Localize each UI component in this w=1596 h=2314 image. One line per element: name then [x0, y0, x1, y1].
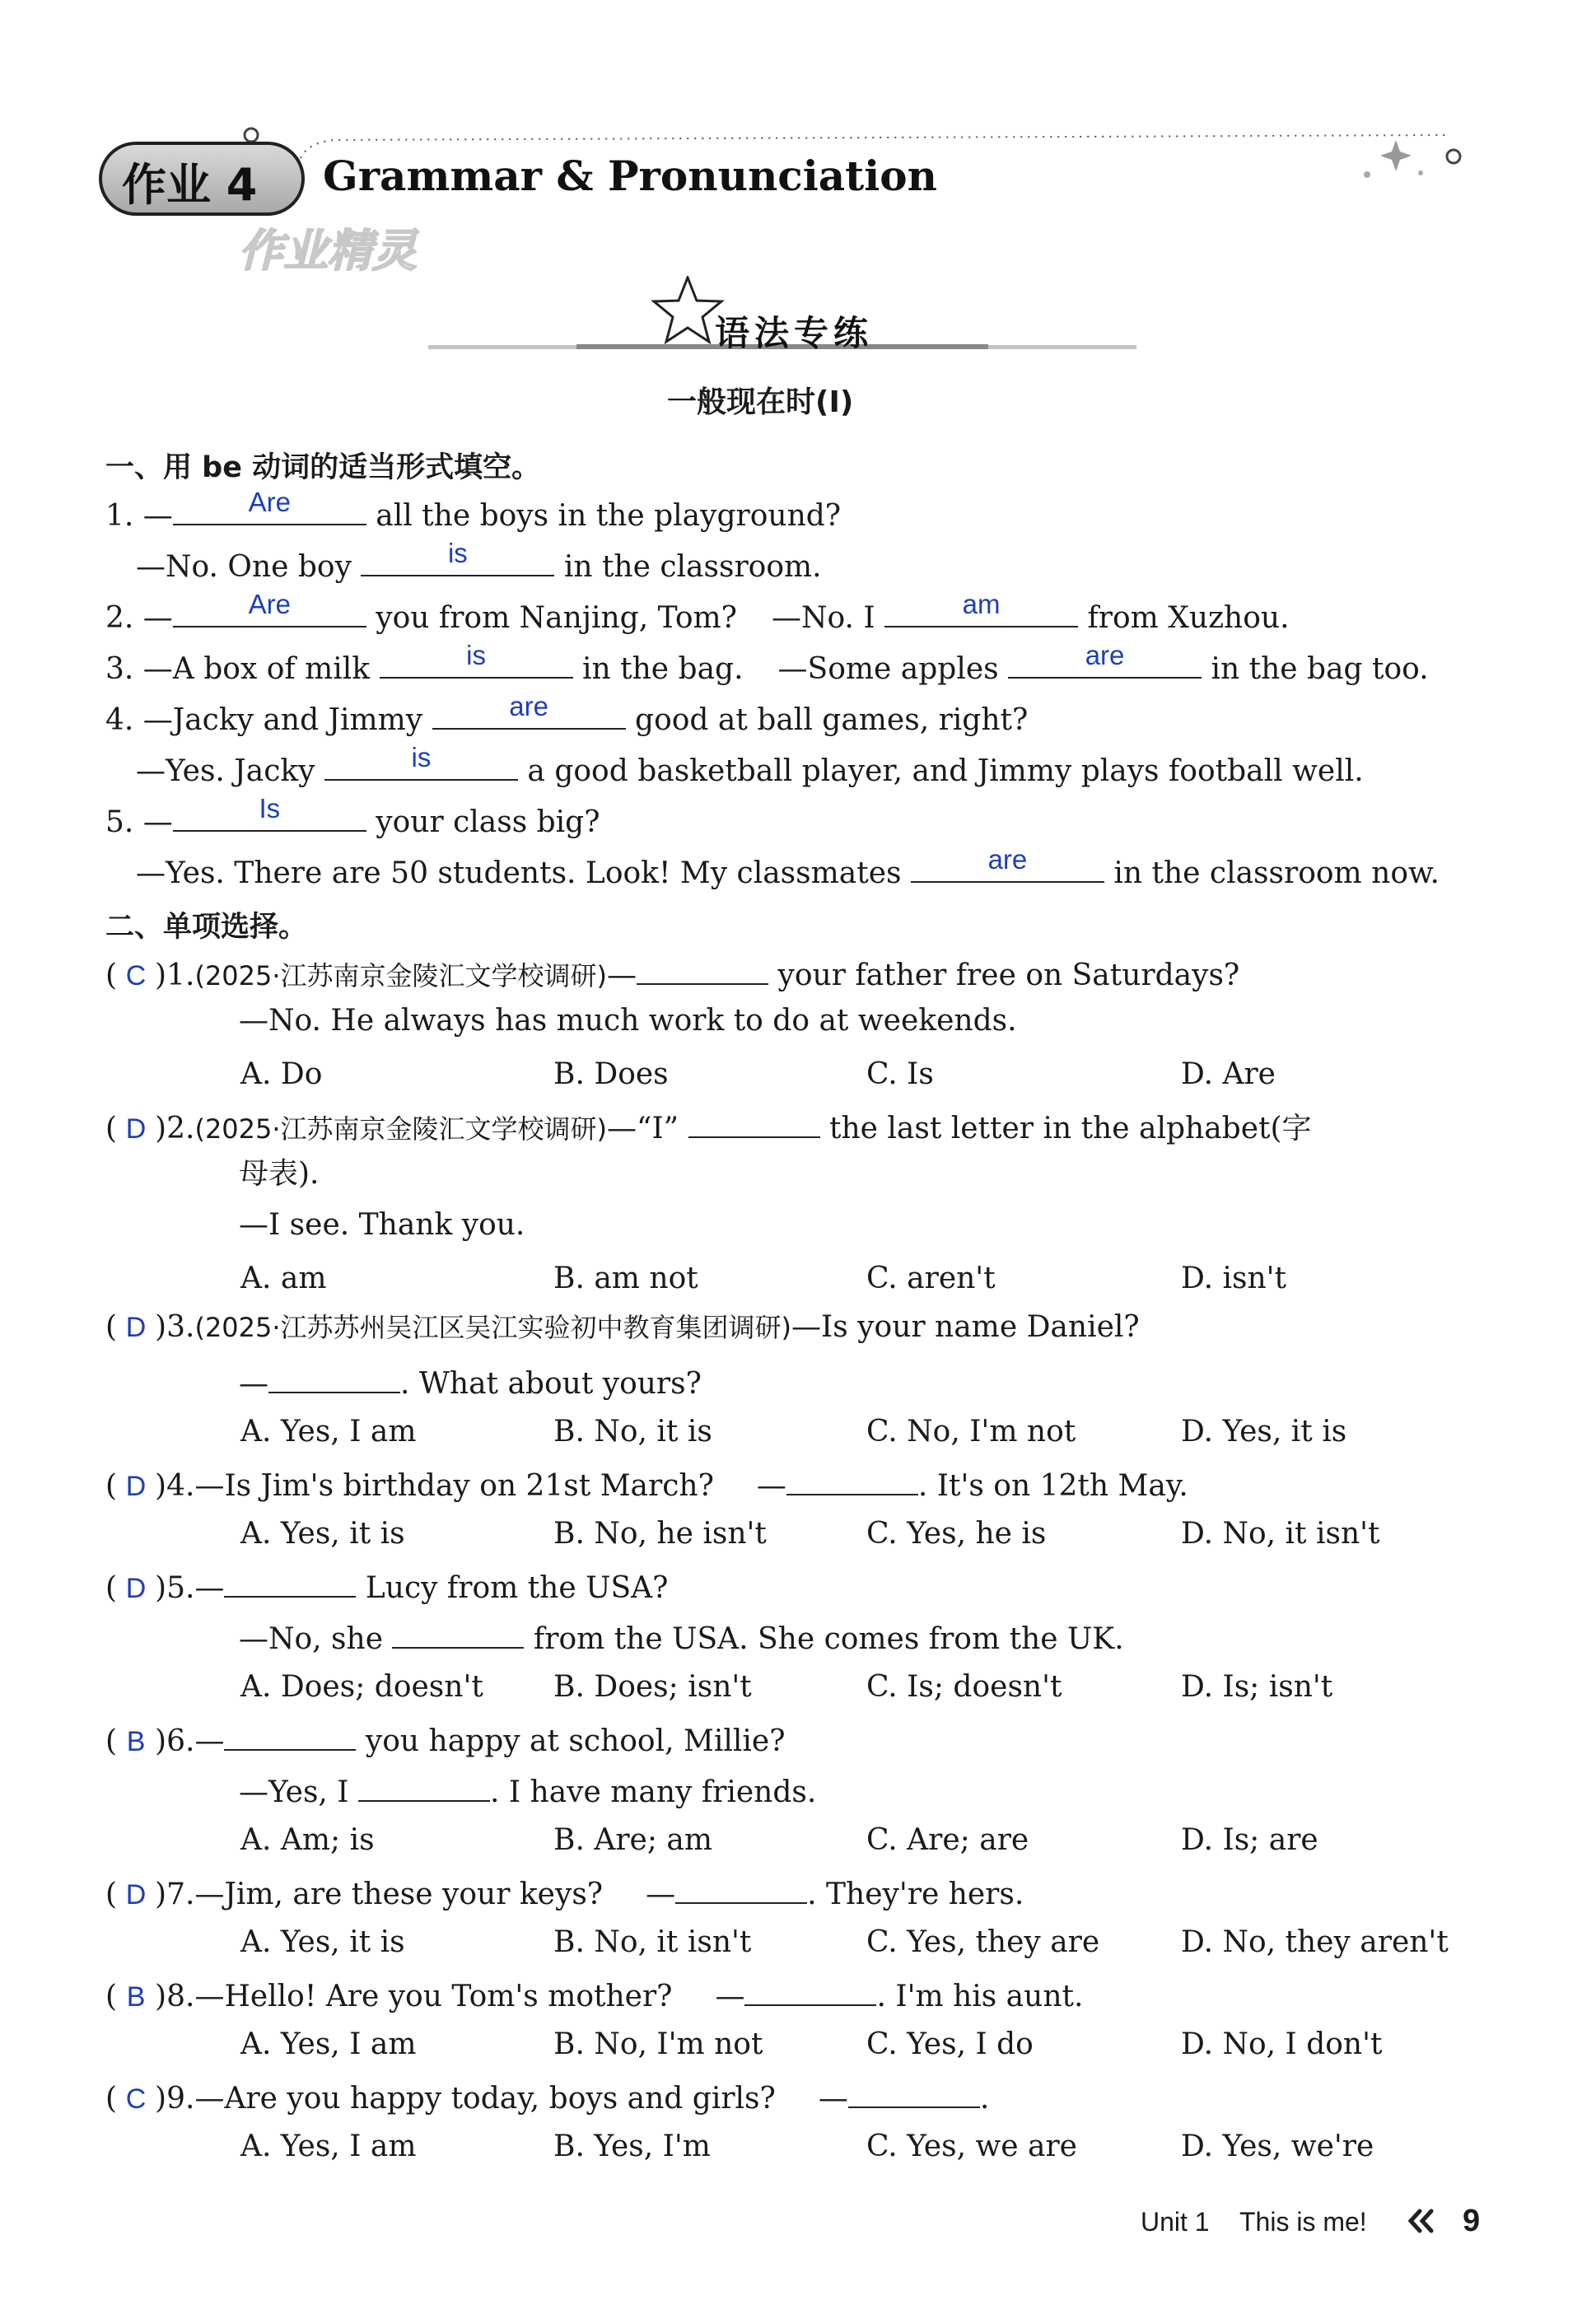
- part1-heading: 一、用 be 动词的适当形式填空。: [105, 451, 541, 484]
- footer-unit: Unit 1: [1141, 2207, 1210, 2237]
- option-d[interactable]: D. Is; are: [1181, 1823, 1318, 1857]
- option-c[interactable]: C. Yes, we are: [866, 2130, 1077, 2163]
- option-c[interactable]: C. Yes, they are: [866, 1925, 1100, 1959]
- option-a[interactable]: A. Yes, it is: [240, 1517, 405, 1551]
- question-7: ( D )7.—Jim, are these your keys? — . They're hers.: [105, 1874, 1024, 1910]
- option-b[interactable]: B. No, it is: [553, 1415, 712, 1449]
- answer-blank[interactable]: [268, 1364, 400, 1393]
- question-1: ( C )1.(2025·江苏南京金陵汇文学校调研)— your father free on Saturdays?: [105, 955, 1239, 991]
- option-a[interactable]: A. Does; doesn't: [240, 1670, 483, 1704]
- option-a[interactable]: A. Yes, I am: [240, 2130, 417, 2163]
- answer-choice[interactable]: D: [125, 1113, 147, 1145]
- double-chevron-left-icon: [1407, 2209, 1436, 2233]
- answer-blank[interactable]: [786, 1466, 918, 1495]
- answer-choice[interactable]: D: [125, 1573, 147, 1604]
- part1-line-4: 3. —A box of milk is in the bag. —Some apples are in the bag too.: [105, 640, 1429, 686]
- option-a[interactable]: A. Yes, I am: [240, 1415, 417, 1449]
- answer-choice[interactable]: C: [125, 960, 147, 991]
- option-b[interactable]: B. No, it isn't: [553, 1925, 752, 1959]
- answer-blank[interactable]: Are: [173, 598, 366, 627]
- answer-blank[interactable]: am: [884, 598, 1078, 627]
- question-8: ( B )8.—Hello! Are you Tom's mother? — . I'm his aunt.: [105, 1976, 1083, 2012]
- answer-choice[interactable]: B: [126, 1981, 146, 2013]
- option-a[interactable]: A. Yes, I am: [240, 2027, 417, 2061]
- part1-line-5: 4. —Jacky and Jimmy are good at ball games, right?: [105, 691, 1029, 737]
- section-banner: 语法专练: [715, 313, 874, 353]
- answer-blank[interactable]: [744, 1976, 876, 2006]
- question-4: ( D )4.—Is Jim's birthday on 21st March? — . It's on 12th May.: [105, 1466, 1188, 1501]
- part1-line-3: 2. — Are you from Nanjing, Tom? —No. I am from Xuzhou.: [105, 589, 1290, 635]
- option-b[interactable]: B. No, he isn't: [553, 1517, 767, 1551]
- option-a[interactable]: A. Yes, it is: [240, 1925, 405, 1959]
- answer-blank[interactable]: [358, 1772, 490, 1802]
- option-b[interactable]: B. Are; am: [553, 1823, 713, 1857]
- part1-line-7: 5. — Is your class big?: [105, 793, 600, 839]
- header-badge-label: 作业 4: [122, 159, 258, 211]
- option-d[interactable]: D. isn't: [1181, 1262, 1287, 1295]
- answer-choice[interactable]: D: [125, 1879, 147, 1910]
- option-a[interactable]: A. Do: [240, 1057, 323, 1091]
- option-c[interactable]: C. Is: [866, 1057, 934, 1091]
- answer-blank[interactable]: are: [432, 700, 626, 730]
- answer-blank[interactable]: is: [380, 649, 573, 679]
- answer-choice[interactable]: B: [126, 1726, 146, 1757]
- option-b[interactable]: B. am not: [553, 1262, 698, 1295]
- answer-blank[interactable]: Are: [173, 496, 366, 525]
- question-3-line-2: — . What about yours?: [239, 1364, 702, 1399]
- answer-blank[interactable]: are: [1008, 649, 1202, 679]
- page-title: Grammar & Pronunciation: [323, 152, 937, 200]
- part1-line-2: —No. One boy is in the classroom.: [136, 538, 822, 584]
- option-c[interactable]: C. aren't: [866, 1262, 996, 1295]
- question-2-line-3: —I see. Thank you.: [239, 1208, 525, 1242]
- option-c[interactable]: C. Are; are: [866, 1823, 1029, 1857]
- option-b[interactable]: B. Does: [553, 1057, 669, 1091]
- option-d[interactable]: D. Are: [1181, 1057, 1276, 1091]
- question-2-line-2: 母表).: [239, 1157, 320, 1191]
- answer-blank[interactable]: is: [361, 547, 554, 576]
- answer-blank[interactable]: [224, 1568, 356, 1598]
- grammar-subtitle: 一般现在时(Ⅰ): [667, 385, 854, 419]
- answer-blank[interactable]: [637, 955, 768, 985]
- question-6: ( B )6.— you happy at school, Millie?: [105, 1721, 786, 1756]
- option-c[interactable]: C. No, I'm not: [866, 1415, 1076, 1449]
- part2-heading: 二、单项选择。: [105, 911, 308, 944]
- answer-blank[interactable]: are: [911, 853, 1104, 883]
- option-c[interactable]: C. Yes, I do: [866, 2027, 1034, 2061]
- answer-blank[interactable]: is: [324, 751, 518, 781]
- option-b[interactable]: B. No, I'm not: [553, 2027, 763, 2061]
- answer-blank[interactable]: [675, 1874, 807, 1904]
- question-9: ( C )9.—Are you happy today, boys and girls? — .: [105, 2078, 989, 2114]
- option-d[interactable]: D. Yes, we're: [1181, 2130, 1374, 2163]
- option-b[interactable]: B. Does; isn't: [553, 1670, 752, 1704]
- option-a[interactable]: A. am: [240, 1262, 327, 1295]
- question-2: ( D )2.(2025·江苏南京金陵汇文学校调研)—“I” the last letter in the alphabet(字: [105, 1108, 1312, 1144]
- answer-choice[interactable]: D: [125, 1471, 147, 1502]
- option-c[interactable]: C. Is; doesn't: [866, 1670, 1062, 1704]
- footer-title: This is me!: [1239, 2207, 1367, 2237]
- answer-choice[interactable]: D: [125, 1312, 147, 1343]
- question-3: ( D )3.(2025·江苏苏州吴江区吴江实验初中教育集团调研)—Is your name Daniel?: [105, 1310, 1140, 1344]
- answer-blank[interactable]: [224, 1721, 356, 1751]
- question-5: ( D )5.— Lucy from the USA?: [105, 1568, 668, 1603]
- option-d[interactable]: D. No, they aren't: [1181, 1925, 1449, 1959]
- part1-line-6: —Yes. Jacky is a good basketball player, and Jimmy plays football well.: [136, 742, 1364, 788]
- option-d[interactable]: D. No, it isn't: [1181, 1517, 1380, 1551]
- page-number: 9: [1463, 2204, 1481, 2238]
- option-b[interactable]: B. Yes, I'm: [553, 2130, 711, 2163]
- option-d[interactable]: D. No, I don't: [1181, 2027, 1383, 2061]
- part1-line-1: 1. — Are all the boys in the playground?: [105, 487, 842, 533]
- watermark: 作业精灵: [239, 225, 417, 277]
- question-5-line-2: —No, she from the USA. She comes from the UK.: [239, 1619, 1124, 1654]
- option-d[interactable]: D. Is; isn't: [1181, 1670, 1333, 1704]
- answer-blank[interactable]: Is: [173, 802, 366, 832]
- option-d[interactable]: D. Yes, it is: [1181, 1415, 1347, 1449]
- answer-blank[interactable]: [392, 1619, 524, 1649]
- question-1-line-2: —No. He always has much work to do at weekends.: [239, 1004, 1017, 1038]
- answer-choice[interactable]: C: [125, 2083, 147, 2115]
- option-c[interactable]: C. Yes, he is: [866, 1517, 1047, 1551]
- option-a[interactable]: A. Am; is: [240, 1823, 375, 1857]
- part1-line-8: —Yes. There are 50 students. Look! My classmates are in the classroom now.: [136, 844, 1440, 890]
- answer-blank[interactable]: [848, 2078, 980, 2108]
- answer-blank[interactable]: [688, 1108, 820, 1138]
- question-6-line-2: —Yes, I . I have many friends.: [239, 1772, 816, 1808]
